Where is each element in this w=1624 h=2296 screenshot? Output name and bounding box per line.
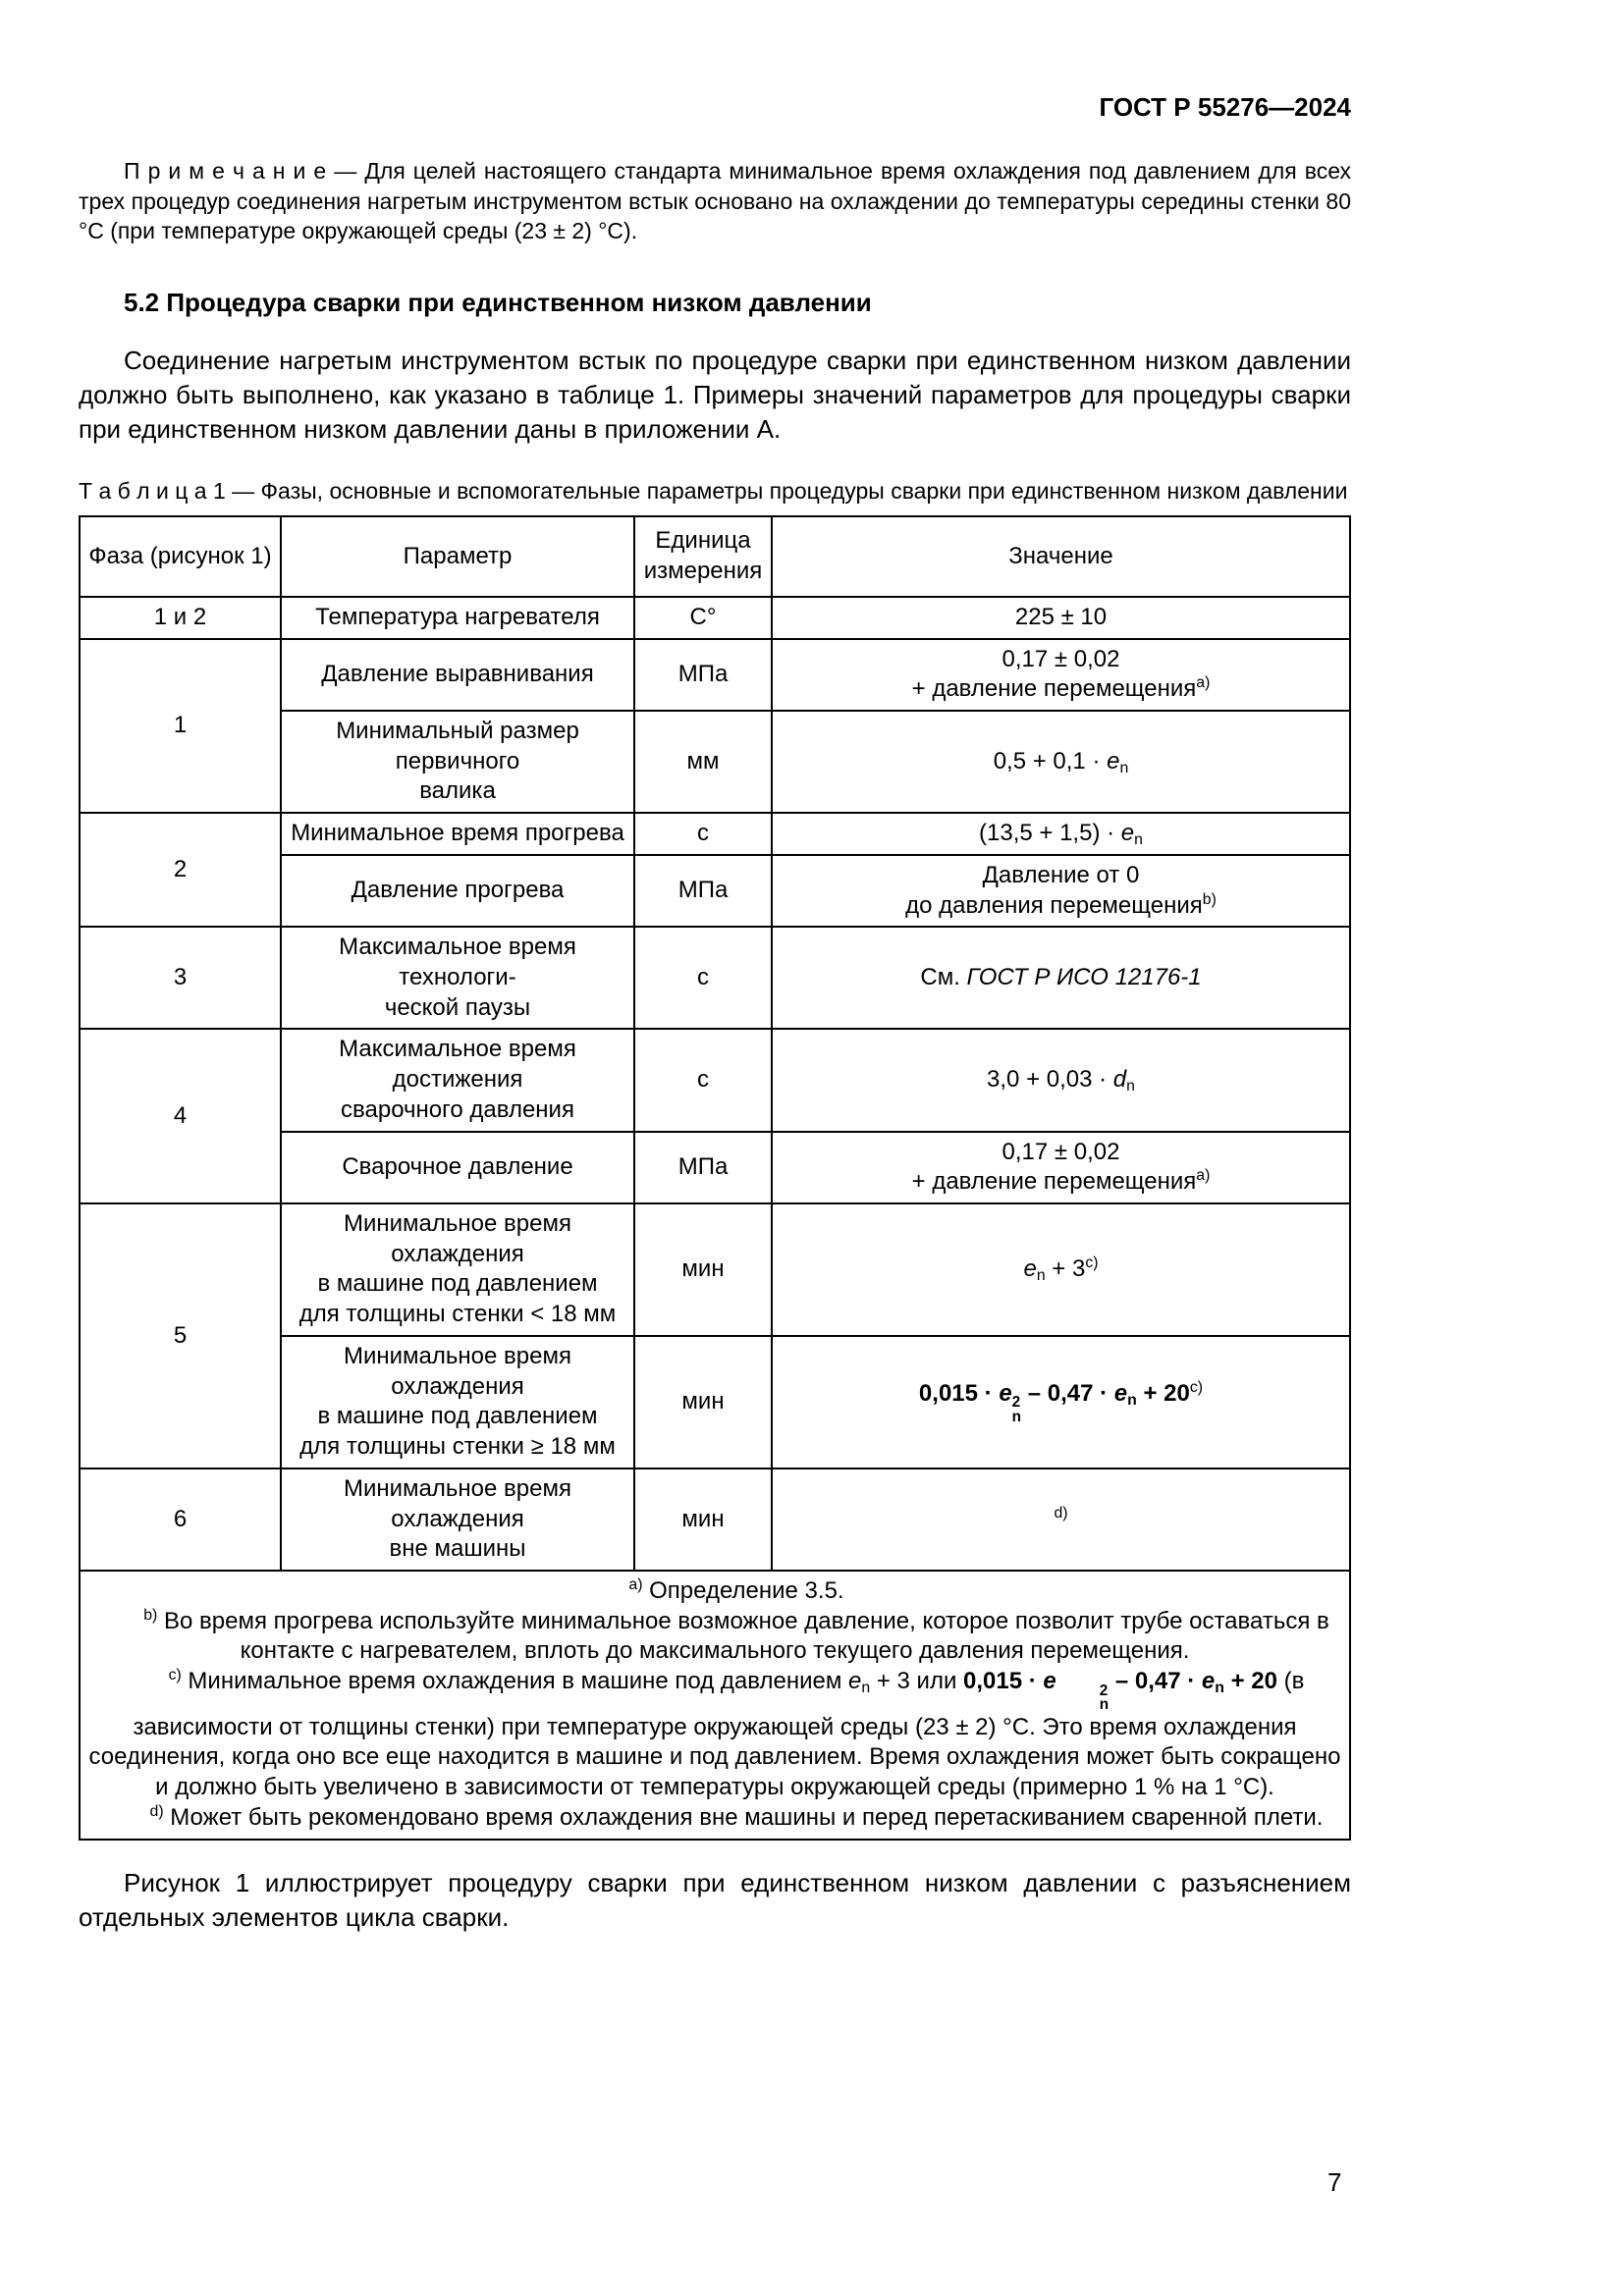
value-cell: 0,015 · e 2 n – $0,47 \cdot e_n + 20^{c)}$ (772, 1336, 1350, 1468)
unit-cell: МПа (634, 1132, 772, 1203)
table-row (80, 597, 1350, 639)
phase-cell: 5 (80, 1203, 281, 1468)
unit-cell: с (634, 813, 772, 855)
phase-cell: 1 (80, 639, 281, 814)
footnote-c: $^{c)}$ Минимальное время охлаждения в машине под давлением $e_n + 3$ или 0,015 · e 2 n – $0,47 \cdot e_n + 20$ (в зависимости от толщины стенки) при температуре окружающей среды (23 ± 2) °С. Это время охлаждения соединения, когда оно все еще находится в машине и под давлением. Время охлаждения может быть сокращено и должно быть увеличено в зависимости от температуры окружающей среды (примерно 1 % на 1 °С). (88, 1667, 1341, 1801)
table-row (80, 1029, 1350, 1131)
footnote-a: $^{a)}$ Определение 3.5. (628, 1575, 844, 1604)
table-footnotes-row (80, 1571, 1350, 1840)
param-cell: Давление прогрева (281, 855, 634, 927)
param-cell: Давление выравнивания (281, 639, 634, 711)
phase-cell: 2 (80, 813, 281, 927)
closing-paragraph: Рисунок 1 иллюстрирует процедуру сварки при единственном низком давлении с разъяснением отдельных элементов цикла сварки. (79, 1867, 1351, 1932)
value-cell: $0,5 + 0,1 \cdot e_n$ (772, 711, 1350, 813)
section-heading: 5.2 Процедура сварки при единственном низком давлении (124, 287, 872, 317)
param-cell: Минимальное время прогрева (281, 813, 634, 855)
page-number: 7 (1327, 2167, 1342, 2197)
running-header: ГОСТ Р 55276—2024 (1099, 92, 1351, 122)
table-row (80, 1203, 1350, 1336)
header-param: Параметр (281, 516, 634, 596)
param-cell: Температура нагревателя (281, 597, 634, 639)
phase-cell: 3 (80, 927, 281, 1029)
text-block (79, 0, 1351, 1935)
param-cell: Сварочное давление (281, 1132, 634, 1203)
intro-paragraph: Соединение нагретым инструментом встык по процедуре сварки при единственном низком давлении должно быть выполнено, как указано в таблице 1. Примеры значений параметров для процедуры сварки при единственном низком давлении даны в приложении А. (79, 345, 1351, 444)
unit-cell: мин (634, 1468, 772, 1571)
table-caption-label: Т а б л и ц а 1 (79, 478, 226, 505)
value-cell: $(13,5 + 1,5) \cdot e_n$ (772, 813, 1350, 855)
table-caption-text: — Фазы, основные и вспомогательные параметры процедуры сварки при единственном низком давлении (232, 478, 1348, 505)
table-row (80, 1468, 1350, 1571)
header-phase: Фаза (рисунок 1) (80, 516, 281, 596)
unit-cell: мин (634, 1336, 772, 1468)
param-cell: Минимальный размер первичного валика (281, 711, 634, 813)
note-label: П р и м е ч а н и е (124, 158, 327, 184)
value-cell: 0,17 ± 0,02 + давление перемещения$^{a)}$ (772, 1132, 1350, 1203)
value-cell: $e_n + 3^{c)}$ (772, 1203, 1350, 1336)
param-cell: Минимальное время охлаждения в машине под давлением для толщины стенки < 18 мм (281, 1203, 634, 1336)
table-caption (79, 476, 1351, 506)
table-row (80, 927, 1350, 1029)
value-cell: d) (772, 1468, 1350, 1571)
phase-cell: 1 и 2 (80, 597, 281, 639)
param-cell: Максимальное время достижения сварочного давления (281, 1029, 634, 1131)
param-cell: Максимальное время технологи- ческой паузы (281, 927, 634, 1029)
note-paragraph (79, 156, 1351, 246)
unit-cell: с (634, 927, 772, 1029)
table-row (80, 639, 1350, 711)
phase-cell: 4 (80, 1029, 281, 1203)
param-cell: Минимальное время охлаждения в машине под давлением для толщины стенки ≥ 18 мм (281, 1336, 634, 1468)
unit-cell: с (634, 1029, 772, 1131)
unit-cell: С° (634, 597, 772, 639)
value-cell: Давление от 0 до давления перемещения$^{b)}$ (772, 855, 1350, 927)
table-row (80, 813, 1350, 855)
unit-cell: МПа (634, 639, 772, 711)
parameters-table (79, 515, 1351, 1840)
value-cell: См. ГОСТ Р ИСО 12176-1 (772, 927, 1350, 1029)
value-cell: 225 ± 10 (772, 597, 1350, 639)
header-unit: Единица измерения (634, 516, 772, 596)
footnote-b: $^{b)}$ Во время прогрева используйте минимальное возможное давление, которое позволит трубе оставаться в контакте с нагревателем, вплоть до максимального текущего давления перемещения. (143, 1606, 1329, 1665)
phase-cell: 6 (80, 1468, 281, 1571)
unit-cell: мм (634, 711, 772, 813)
value-cell: 0,17 ± 0,02 + давление перемещения$^{a)}$ (772, 639, 1350, 711)
footnotes-cell (80, 1571, 1350, 1840)
footnote-d: $^{d)}$ Может быть рекомендовано время охлаждения вне машины и перед перетаскиванием сваренной плети. (149, 1802, 1324, 1831)
note-text: — Для целей настоящего стандарта минимальное время охлаждения под давлением для всех трех процедур соединения нагретым инструментом встык основано на охлаждении до температуры середины стенки 80 °С (при температуре окружающей среды (23 ± 2) °С). (79, 158, 1352, 244)
unit-cell: мин (634, 1203, 772, 1336)
table-header-row (80, 516, 1350, 596)
header-value: Значение (772, 516, 1350, 596)
param-cell: Минимальное время охлаждения вне машины (281, 1468, 634, 1571)
value-cell: $3,0 + 0,03 \cdot d_n$ (772, 1029, 1350, 1131)
unit-cell: МПа (634, 855, 772, 927)
